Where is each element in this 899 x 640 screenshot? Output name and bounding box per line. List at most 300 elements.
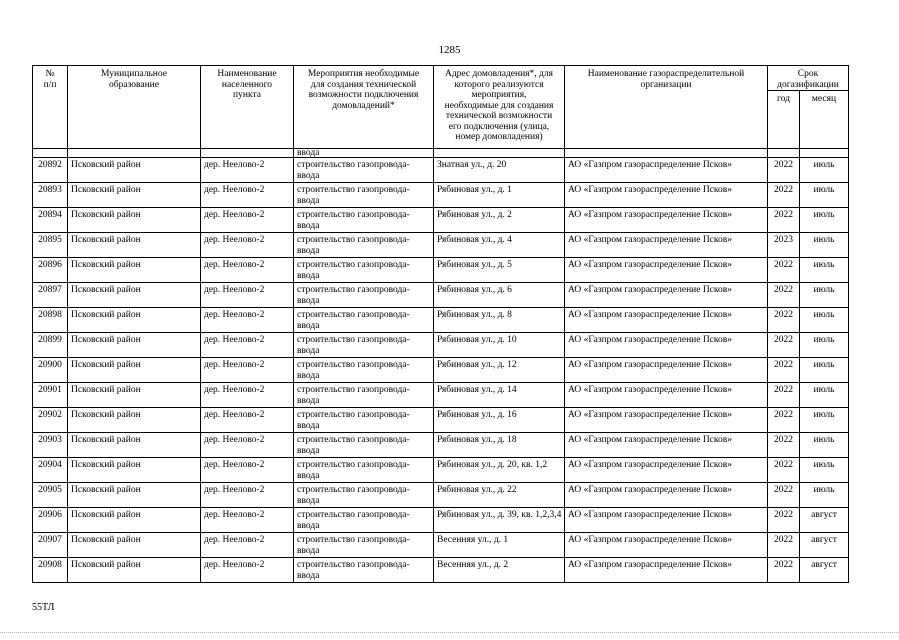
table-row xyxy=(33,158,849,183)
cell-locality xyxy=(201,283,294,308)
cell-municipality-text: Псковский район xyxy=(71,560,141,570)
cell-locality xyxy=(201,533,294,558)
cell-municipality xyxy=(68,383,201,408)
cell-year xyxy=(768,333,800,358)
table-body xyxy=(33,149,849,583)
cell-gas-org-text: АО «Газпром газораспределение Псков» xyxy=(568,260,733,270)
cell-municipality xyxy=(68,183,201,208)
cell-month xyxy=(800,208,849,233)
cell-address xyxy=(434,433,565,458)
cell-num xyxy=(33,433,68,458)
continuation-cell xyxy=(33,149,68,158)
cell-num-text: 20901 xyxy=(38,385,62,395)
cell-municipality-text: Псковский район xyxy=(71,460,141,470)
cell-month-text: август xyxy=(811,510,837,520)
cell-month xyxy=(800,433,849,458)
cell-municipality-text: Псковский район xyxy=(71,310,141,320)
cell-municipality-text: Псковский район xyxy=(71,435,141,445)
continuation-text: ввода xyxy=(297,149,320,157)
header-address-text: Адрес домовладения*, для которого реализуются мероприятия, необходимые для создания технической возможности его подключения (улица, номер домовладения) xyxy=(444,69,554,142)
cell-gas-org xyxy=(565,208,768,233)
cell-municipality-text: Псковский район xyxy=(71,285,141,295)
cell-locality xyxy=(201,558,294,583)
cell-gas-org xyxy=(565,283,768,308)
cell-month xyxy=(800,283,849,308)
table-row xyxy=(33,308,849,333)
cell-address-text: Рябиновая ул., д. 5 xyxy=(437,260,512,270)
cell-address-text: Рябиновая ул., д. 18 xyxy=(437,435,517,445)
cell-municipality-text: Псковский район xyxy=(71,510,141,520)
cell-locality xyxy=(201,408,294,433)
cell-measure xyxy=(294,233,434,258)
cell-municipality xyxy=(68,433,201,458)
cell-month-text: июль xyxy=(813,410,835,420)
cell-gas-org-text: АО «Газпром газораспределение Псков» xyxy=(568,460,733,470)
cell-month xyxy=(800,533,849,558)
header-municipality-text: Муниципальное образование xyxy=(101,69,167,90)
cell-num-text: 20903 xyxy=(38,435,62,445)
table-row xyxy=(33,383,849,408)
cell-address xyxy=(434,533,565,558)
cell-month xyxy=(800,408,849,433)
cell-year-text: 2022 xyxy=(774,260,793,270)
cell-year xyxy=(768,483,800,508)
cell-num-text: 20907 xyxy=(38,535,62,545)
cell-address-text: Рябиновая ул., д. 8 xyxy=(437,310,512,320)
cell-locality-text: дер. Неелово-2 xyxy=(204,435,265,445)
cell-gas-org-text: АО «Газпром газораспределение Псков» xyxy=(568,510,733,520)
cell-address-text: Рябиновая ул., д. 20, кв. 1,2 xyxy=(437,460,548,470)
continuation-row xyxy=(33,149,849,158)
cell-year-text: 2022 xyxy=(774,410,793,420)
cell-measure xyxy=(294,158,434,183)
cell-measure-text: строительство газопровода-ввода xyxy=(297,385,410,406)
cell-municipality xyxy=(68,283,201,308)
cell-municipality-text: Псковский район xyxy=(71,335,141,345)
table-row xyxy=(33,558,849,583)
cell-measure-text: строительство газопровода-ввода xyxy=(297,510,410,531)
cell-locality xyxy=(201,308,294,333)
cell-num-text: 20892 xyxy=(38,160,62,170)
cell-month-text: июль xyxy=(813,360,835,370)
cell-year-text: 2022 xyxy=(774,485,793,495)
cell-measure xyxy=(294,558,434,583)
cell-locality xyxy=(201,383,294,408)
cell-num xyxy=(33,183,68,208)
cell-year-text: 2022 xyxy=(774,435,793,445)
cell-month-text: июль xyxy=(813,460,835,470)
header-measures-text: Мероприятия необходимые для создания технической возможности подключения домовладений* xyxy=(307,69,420,111)
cell-year xyxy=(768,233,800,258)
cell-gas-org-text: АО «Газпром газораспределение Псков» xyxy=(568,435,733,445)
cell-year xyxy=(768,558,800,583)
cell-year-text: 2022 xyxy=(774,160,793,170)
header-term xyxy=(768,66,849,91)
cell-year xyxy=(768,458,800,483)
cell-municipality xyxy=(68,533,201,558)
cell-municipality xyxy=(68,258,201,283)
cell-num-text: 20893 xyxy=(38,185,62,195)
cell-address xyxy=(434,383,565,408)
cell-address-text: Рябиновая ул., д. 6 xyxy=(437,285,512,295)
cell-year-text: 2023 xyxy=(774,235,793,245)
table-row xyxy=(33,283,849,308)
cell-locality xyxy=(201,183,294,208)
cell-measure xyxy=(294,183,434,208)
cell-month xyxy=(800,333,849,358)
cell-year-text: 2022 xyxy=(774,560,793,570)
cell-month xyxy=(800,383,849,408)
gasification-table-wrapper xyxy=(32,65,849,583)
cell-num xyxy=(33,483,68,508)
header-address xyxy=(434,66,565,149)
cell-address xyxy=(434,208,565,233)
cell-month-text: июль xyxy=(813,385,835,395)
cell-month-text: июль xyxy=(813,310,835,320)
cell-measure-text: строительство газопровода-ввода xyxy=(297,310,410,331)
cell-address xyxy=(434,333,565,358)
cell-address xyxy=(434,358,565,383)
cell-year-text: 2022 xyxy=(774,510,793,520)
cell-month xyxy=(800,258,849,283)
cell-locality-text: дер. Неелово-2 xyxy=(204,210,265,220)
cell-address-text: Рябиновая ул., д. 22 xyxy=(437,485,517,495)
cell-year-text: 2022 xyxy=(774,310,793,320)
page-number: 1285 xyxy=(438,44,461,56)
cell-num xyxy=(33,233,68,258)
continuation-cell xyxy=(434,149,565,158)
cell-year xyxy=(768,183,800,208)
continuation-cell xyxy=(800,149,849,158)
header-term-text: Срок догазификации xyxy=(777,69,839,90)
cell-measure xyxy=(294,508,434,533)
cell-month-text: июль xyxy=(813,260,835,270)
cell-municipality-text: Псковский район xyxy=(71,485,141,495)
cell-municipality-text: Псковский район xyxy=(71,160,141,170)
cell-measure-text: строительство газопровода-ввода xyxy=(297,260,410,281)
cell-locality-text: дер. Неелово-2 xyxy=(204,310,265,320)
cell-locality xyxy=(201,483,294,508)
cell-locality-text: дер. Неелово-2 xyxy=(204,410,265,420)
cell-gas-org xyxy=(565,483,768,508)
continuation-cell xyxy=(201,149,294,158)
cell-locality-text: дер. Неелово-2 xyxy=(204,360,265,370)
cell-municipality xyxy=(68,558,201,583)
cell-month-text: июль xyxy=(813,285,835,295)
cell-year-text: 2022 xyxy=(774,285,793,295)
cell-year-text: 2022 xyxy=(774,210,793,220)
cell-num-text: 20895 xyxy=(38,235,62,245)
cell-municipality xyxy=(68,358,201,383)
cell-gas-org-text: АО «Газпром газораспределение Псков» xyxy=(568,235,733,245)
cell-month-text: июль xyxy=(813,235,835,245)
cell-locality-text: дер. Неелово-2 xyxy=(204,235,265,245)
cell-locality-text: дер. Неелово-2 xyxy=(204,285,265,295)
header-num xyxy=(33,66,68,149)
cell-gas-org xyxy=(565,383,768,408)
continuation-cell xyxy=(68,149,201,158)
cell-locality-text: дер. Неелово-2 xyxy=(204,560,265,570)
cell-address-text: Знатная ул., д. 20 xyxy=(437,160,507,170)
cell-num-text: 20908 xyxy=(38,560,62,570)
cell-measure-text: строительство газопровода-ввода xyxy=(297,285,410,306)
table-row xyxy=(33,183,849,208)
cell-locality-text: дер. Неелово-2 xyxy=(204,335,265,345)
cell-locality-text: дер. Неелово-2 xyxy=(204,535,265,545)
cell-num xyxy=(33,358,68,383)
cell-municipality-text: Псковский район xyxy=(71,535,141,545)
cell-num xyxy=(33,333,68,358)
cell-month xyxy=(800,483,849,508)
cell-num xyxy=(33,408,68,433)
table-row xyxy=(33,333,849,358)
cell-locality-text: дер. Неелово-2 xyxy=(204,510,265,520)
cell-measure-text: строительство газопровода-ввода xyxy=(297,235,410,256)
table-row xyxy=(33,483,849,508)
cell-gas-org xyxy=(565,433,768,458)
cell-year xyxy=(768,308,800,333)
cell-month xyxy=(800,183,849,208)
cell-locality xyxy=(201,433,294,458)
cell-num xyxy=(33,383,68,408)
header-num-text: № п/п xyxy=(43,69,57,90)
cell-measure xyxy=(294,533,434,558)
cell-locality xyxy=(201,208,294,233)
cell-month xyxy=(800,508,849,533)
table-row xyxy=(33,408,849,433)
cell-measure-text: строительство газопровода-ввода xyxy=(297,560,410,581)
cell-locality xyxy=(201,158,294,183)
cell-month-text: июль xyxy=(813,335,835,345)
cell-year-text: 2022 xyxy=(774,535,793,545)
cell-num xyxy=(33,533,68,558)
cell-year-text: 2022 xyxy=(774,360,793,370)
cell-gas-org xyxy=(565,533,768,558)
cell-measure-text: строительство газопровода-ввода xyxy=(297,360,410,381)
cell-municipality xyxy=(68,308,201,333)
table-row xyxy=(33,433,849,458)
cell-address xyxy=(434,558,565,583)
cell-municipality-text: Псковский район xyxy=(71,385,141,395)
cell-month-text: август xyxy=(811,560,837,570)
continuation-cell xyxy=(768,149,800,158)
cell-locality-text: дер. Неелово-2 xyxy=(204,185,265,195)
cell-measure xyxy=(294,258,434,283)
cell-address-text: Рябиновая ул., д. 39, кв. 1,2,3,4 xyxy=(437,510,562,520)
cell-num xyxy=(33,258,68,283)
cell-gas-org xyxy=(565,233,768,258)
cell-measure xyxy=(294,458,434,483)
cell-municipality-text: Псковский район xyxy=(71,185,141,195)
cell-num xyxy=(33,308,68,333)
gasification-table xyxy=(32,65,849,583)
cell-address-text: Весенняя ул., д. 1 xyxy=(437,535,509,545)
cell-num-text: 20898 xyxy=(38,310,62,320)
table-row xyxy=(33,458,849,483)
cell-address-text: Рябиновая ул., д. 1 xyxy=(437,185,512,195)
cell-year xyxy=(768,258,800,283)
cell-municipality xyxy=(68,458,201,483)
cell-gas-org-text: АО «Газпром газораспределение Псков» xyxy=(568,335,733,345)
cell-month xyxy=(800,358,849,383)
cell-num xyxy=(33,283,68,308)
header-measures xyxy=(294,66,434,149)
cell-locality-text: дер. Неелово-2 xyxy=(204,160,265,170)
cell-gas-org xyxy=(565,508,768,533)
table-row xyxy=(33,233,849,258)
cell-address xyxy=(434,258,565,283)
table-row xyxy=(33,533,849,558)
cell-locality xyxy=(201,508,294,533)
table-row xyxy=(33,358,849,383)
cell-address-text: Весенняя ул., д. 2 xyxy=(437,560,509,570)
continuation-measure-cell xyxy=(294,149,434,158)
cell-num-text: 20896 xyxy=(38,260,62,270)
cell-measure-text: строительство газопровода-ввода xyxy=(297,335,410,356)
cell-month xyxy=(800,558,849,583)
cell-num-text: 20904 xyxy=(38,460,62,470)
cell-gas-org-text: АО «Газпром газораспределение Псков» xyxy=(568,485,733,495)
cell-year xyxy=(768,433,800,458)
cell-month-text: июль xyxy=(813,185,835,195)
cell-municipality xyxy=(68,333,201,358)
cell-year xyxy=(768,358,800,383)
cell-measure xyxy=(294,408,434,433)
cell-locality xyxy=(201,458,294,483)
cell-gas-org xyxy=(565,183,768,208)
cell-month xyxy=(800,233,849,258)
cell-num xyxy=(33,208,68,233)
cell-year-text: 2022 xyxy=(774,460,793,470)
cell-measure xyxy=(294,483,434,508)
cell-gas-org-text: АО «Газпром газораспределение Псков» xyxy=(568,535,733,545)
cell-measure-text: строительство газопровода-ввода xyxy=(297,185,410,206)
cell-gas-org-text: АО «Газпром газораспределение Псков» xyxy=(568,310,733,320)
cell-measure xyxy=(294,283,434,308)
cell-measure-text: строительство газопровода-ввода xyxy=(297,460,410,481)
header-municipality xyxy=(68,66,201,149)
cell-municipality-text: Псковский район xyxy=(71,210,141,220)
cell-gas-org-text: АО «Газпром газораспределение Псков» xyxy=(568,210,733,220)
cell-num-text: 20906 xyxy=(38,510,62,520)
cell-municipality-text: Псковский район xyxy=(71,235,141,245)
cell-num-text: 20905 xyxy=(38,485,62,495)
cell-measure xyxy=(294,208,434,233)
cell-address xyxy=(434,408,565,433)
cell-municipality xyxy=(68,158,201,183)
cell-municipality xyxy=(68,508,201,533)
cell-municipality xyxy=(68,408,201,433)
cell-municipality-text: Псковский район xyxy=(71,260,141,270)
cell-address-text: Рябиновая ул., д. 12 xyxy=(437,360,517,370)
header-gas-org-text: Наименование газораспределительной организации xyxy=(587,69,745,90)
header-year-text: год xyxy=(777,94,790,104)
cell-month-text: июль xyxy=(813,435,835,445)
cell-num-text: 20900 xyxy=(38,360,62,370)
cell-gas-org xyxy=(565,258,768,283)
cell-address xyxy=(434,458,565,483)
cell-address xyxy=(434,233,565,258)
scan-edge-line xyxy=(0,632,899,633)
cell-gas-org xyxy=(565,308,768,333)
cell-year xyxy=(768,283,800,308)
cell-gas-org xyxy=(565,158,768,183)
cell-address xyxy=(434,158,565,183)
cell-gas-org xyxy=(565,358,768,383)
cell-month xyxy=(800,158,849,183)
cell-month-text: июль xyxy=(813,210,835,220)
cell-address xyxy=(434,483,565,508)
table-row xyxy=(33,208,849,233)
header-month xyxy=(800,91,849,149)
cell-gas-org-text: АО «Газпром газораспределение Псков» xyxy=(568,385,733,395)
cell-measure-text: строительство газопровода-ввода xyxy=(297,160,410,181)
cell-address xyxy=(434,308,565,333)
cell-municipality xyxy=(68,233,201,258)
table-row xyxy=(33,258,849,283)
cell-locality xyxy=(201,258,294,283)
cell-locality-text: дер. Неелово-2 xyxy=(204,260,265,270)
cell-municipality-text: Псковский район xyxy=(71,410,141,420)
cell-num-text: 20897 xyxy=(38,285,62,295)
cell-num xyxy=(33,558,68,583)
cell-year xyxy=(768,383,800,408)
cell-measure xyxy=(294,308,434,333)
cell-month-text: июль xyxy=(813,160,835,170)
cell-gas-org xyxy=(565,458,768,483)
cell-municipality xyxy=(68,483,201,508)
cell-gas-org-text: АО «Газпром газораспределение Псков» xyxy=(568,560,733,570)
cell-municipality xyxy=(68,208,201,233)
cell-gas-org-text: АО «Газпром газораспределение Псков» xyxy=(568,410,733,420)
header-locality xyxy=(201,66,294,149)
header-year xyxy=(768,91,800,149)
cell-month-text: июль xyxy=(813,485,835,495)
cell-locality xyxy=(201,333,294,358)
footer-code: 55ТЛ xyxy=(32,602,55,613)
header-locality-text: Наименование населенного пункта xyxy=(217,69,277,100)
cell-gas-org-text: АО «Газпром газораспределение Псков» xyxy=(568,285,733,295)
cell-gas-org xyxy=(565,408,768,433)
continuation-cell xyxy=(565,149,768,158)
header-month-text: месяц xyxy=(811,94,837,104)
cell-num xyxy=(33,508,68,533)
cell-num xyxy=(33,458,68,483)
cell-municipality-text: Псковский район xyxy=(71,360,141,370)
cell-month xyxy=(800,458,849,483)
cell-locality-text: дер. Неелово-2 xyxy=(204,460,265,470)
cell-locality xyxy=(201,358,294,383)
cell-address xyxy=(434,283,565,308)
cell-measure-text: строительство газопровода-ввода xyxy=(297,485,410,506)
cell-address-text: Рябиновая ул., д. 4 xyxy=(437,235,512,245)
cell-measure-text: строительство газопровода-ввода xyxy=(297,435,410,456)
cell-year-text: 2022 xyxy=(774,385,793,395)
header-gas-org xyxy=(565,66,768,149)
cell-month-text: август xyxy=(811,535,837,545)
cell-locality xyxy=(201,233,294,258)
cell-year xyxy=(768,533,800,558)
cell-address-text: Рябиновая ул., д. 2 xyxy=(437,210,512,220)
cell-measure xyxy=(294,358,434,383)
cell-year xyxy=(768,508,800,533)
table-row xyxy=(33,508,849,533)
cell-measure-text: строительство газопровода-ввода xyxy=(297,210,410,231)
cell-address-text: Рябиновая ул., д. 16 xyxy=(437,410,517,420)
cell-year-text: 2022 xyxy=(774,335,793,345)
cell-locality-text: дер. Неелово-2 xyxy=(204,385,265,395)
cell-year-text: 2022 xyxy=(774,185,793,195)
